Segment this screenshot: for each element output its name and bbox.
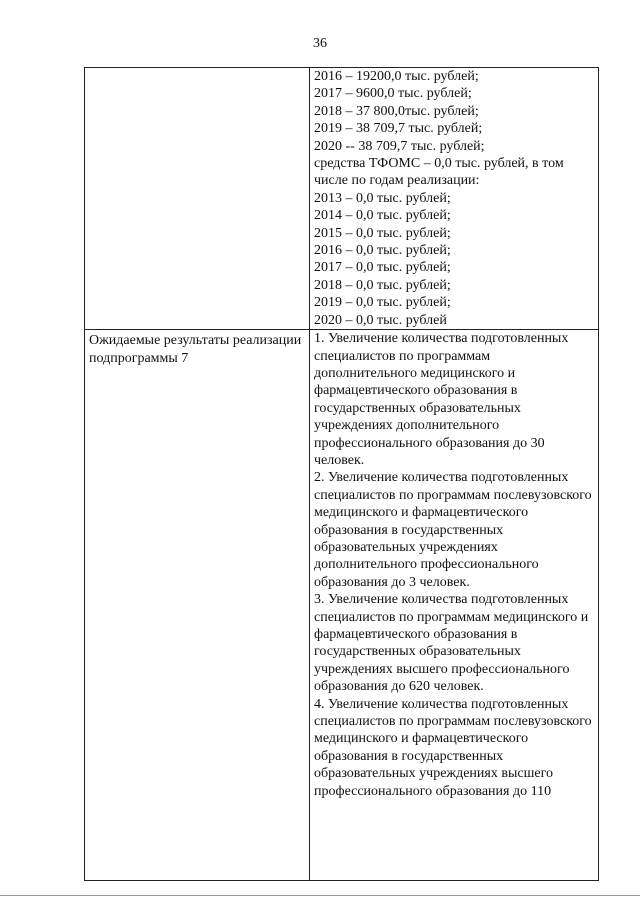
results-label: Ожидаемые результаты реализации подпрограммы 7 (89, 333, 302, 366)
subprogram-table (84, 67, 599, 881)
result-item: 1. Увеличение количества подготовленных специалистов по программам дополнительного медицинского и фармацевтического образования в государственных образовательных учреждениях дополнительного профессионального образования до 30 человек. (314, 331, 569, 468)
funding-line: 2016 – 0,0 тыс. рублей; (314, 243, 451, 259)
result-item: 4. Увеличение количества подготовленных специалистов по программам послевузовского медицинского и фармацевтического образования в государственных образовательных учреждениях высшего профессионального образования до 110 (314, 696, 592, 799)
funding-line: 2013 – 0,0 тыс. рублей; (314, 190, 451, 206)
results-row (85, 330, 599, 881)
funding-line: 2019 – 0,0 тыс. рублей; (314, 295, 451, 311)
funding-row (85, 68, 599, 330)
result-item: 3. Увеличение количества подготовленных специалистов по программам медицинского и фармацевтического образования в государственных образовательных учреждениях высшего профессионального образования до 620 человек. (314, 592, 589, 695)
funding-line: числе по годам реализации: (314, 173, 480, 189)
page-number: 36 (313, 36, 327, 51)
funding-line: 2017 – 0,0 тыс. рублей; (314, 260, 451, 276)
funding-line: 2018 – 0,0 тыс. рублей; (314, 277, 451, 293)
funding-line: 2020 – 0,0 тыс. рублей (314, 312, 447, 328)
funding-line: 2016 – 19200,0 тыс. рублей; (314, 69, 479, 84)
funding-label-cell (85, 68, 310, 330)
funding-line: 2020 -- 38 709,7 тыс. рублей; (314, 138, 485, 154)
funding-line: 2019 – 38 709,7 тыс. рублей; (314, 121, 483, 137)
funding-cell (310, 68, 599, 330)
results-cell (310, 330, 599, 881)
results-label-cell (85, 330, 310, 881)
funding-line: 2015 – 0,0 тыс. рублей; (314, 225, 451, 241)
funding-line: 2017 – 9600,0 тыс. рублей; (314, 86, 472, 102)
result-item: 2. Увеличение количества подготовленных специалистов по программам послевузовского медицинского и фармацевтического образования в государственных образовательных учреждениях дополнительного профессионального образования до 3 человек. (314, 470, 592, 590)
funding-line: средства ТФОМС – 0,0 тыс. рублей, в том (314, 156, 564, 172)
funding-line: 2018 – 37 800,0тыс. рублей; (314, 103, 479, 119)
funding-line: 2014 – 0,0 тыс. рублей; (314, 208, 451, 224)
page-bottom-edge (0, 895, 640, 896)
